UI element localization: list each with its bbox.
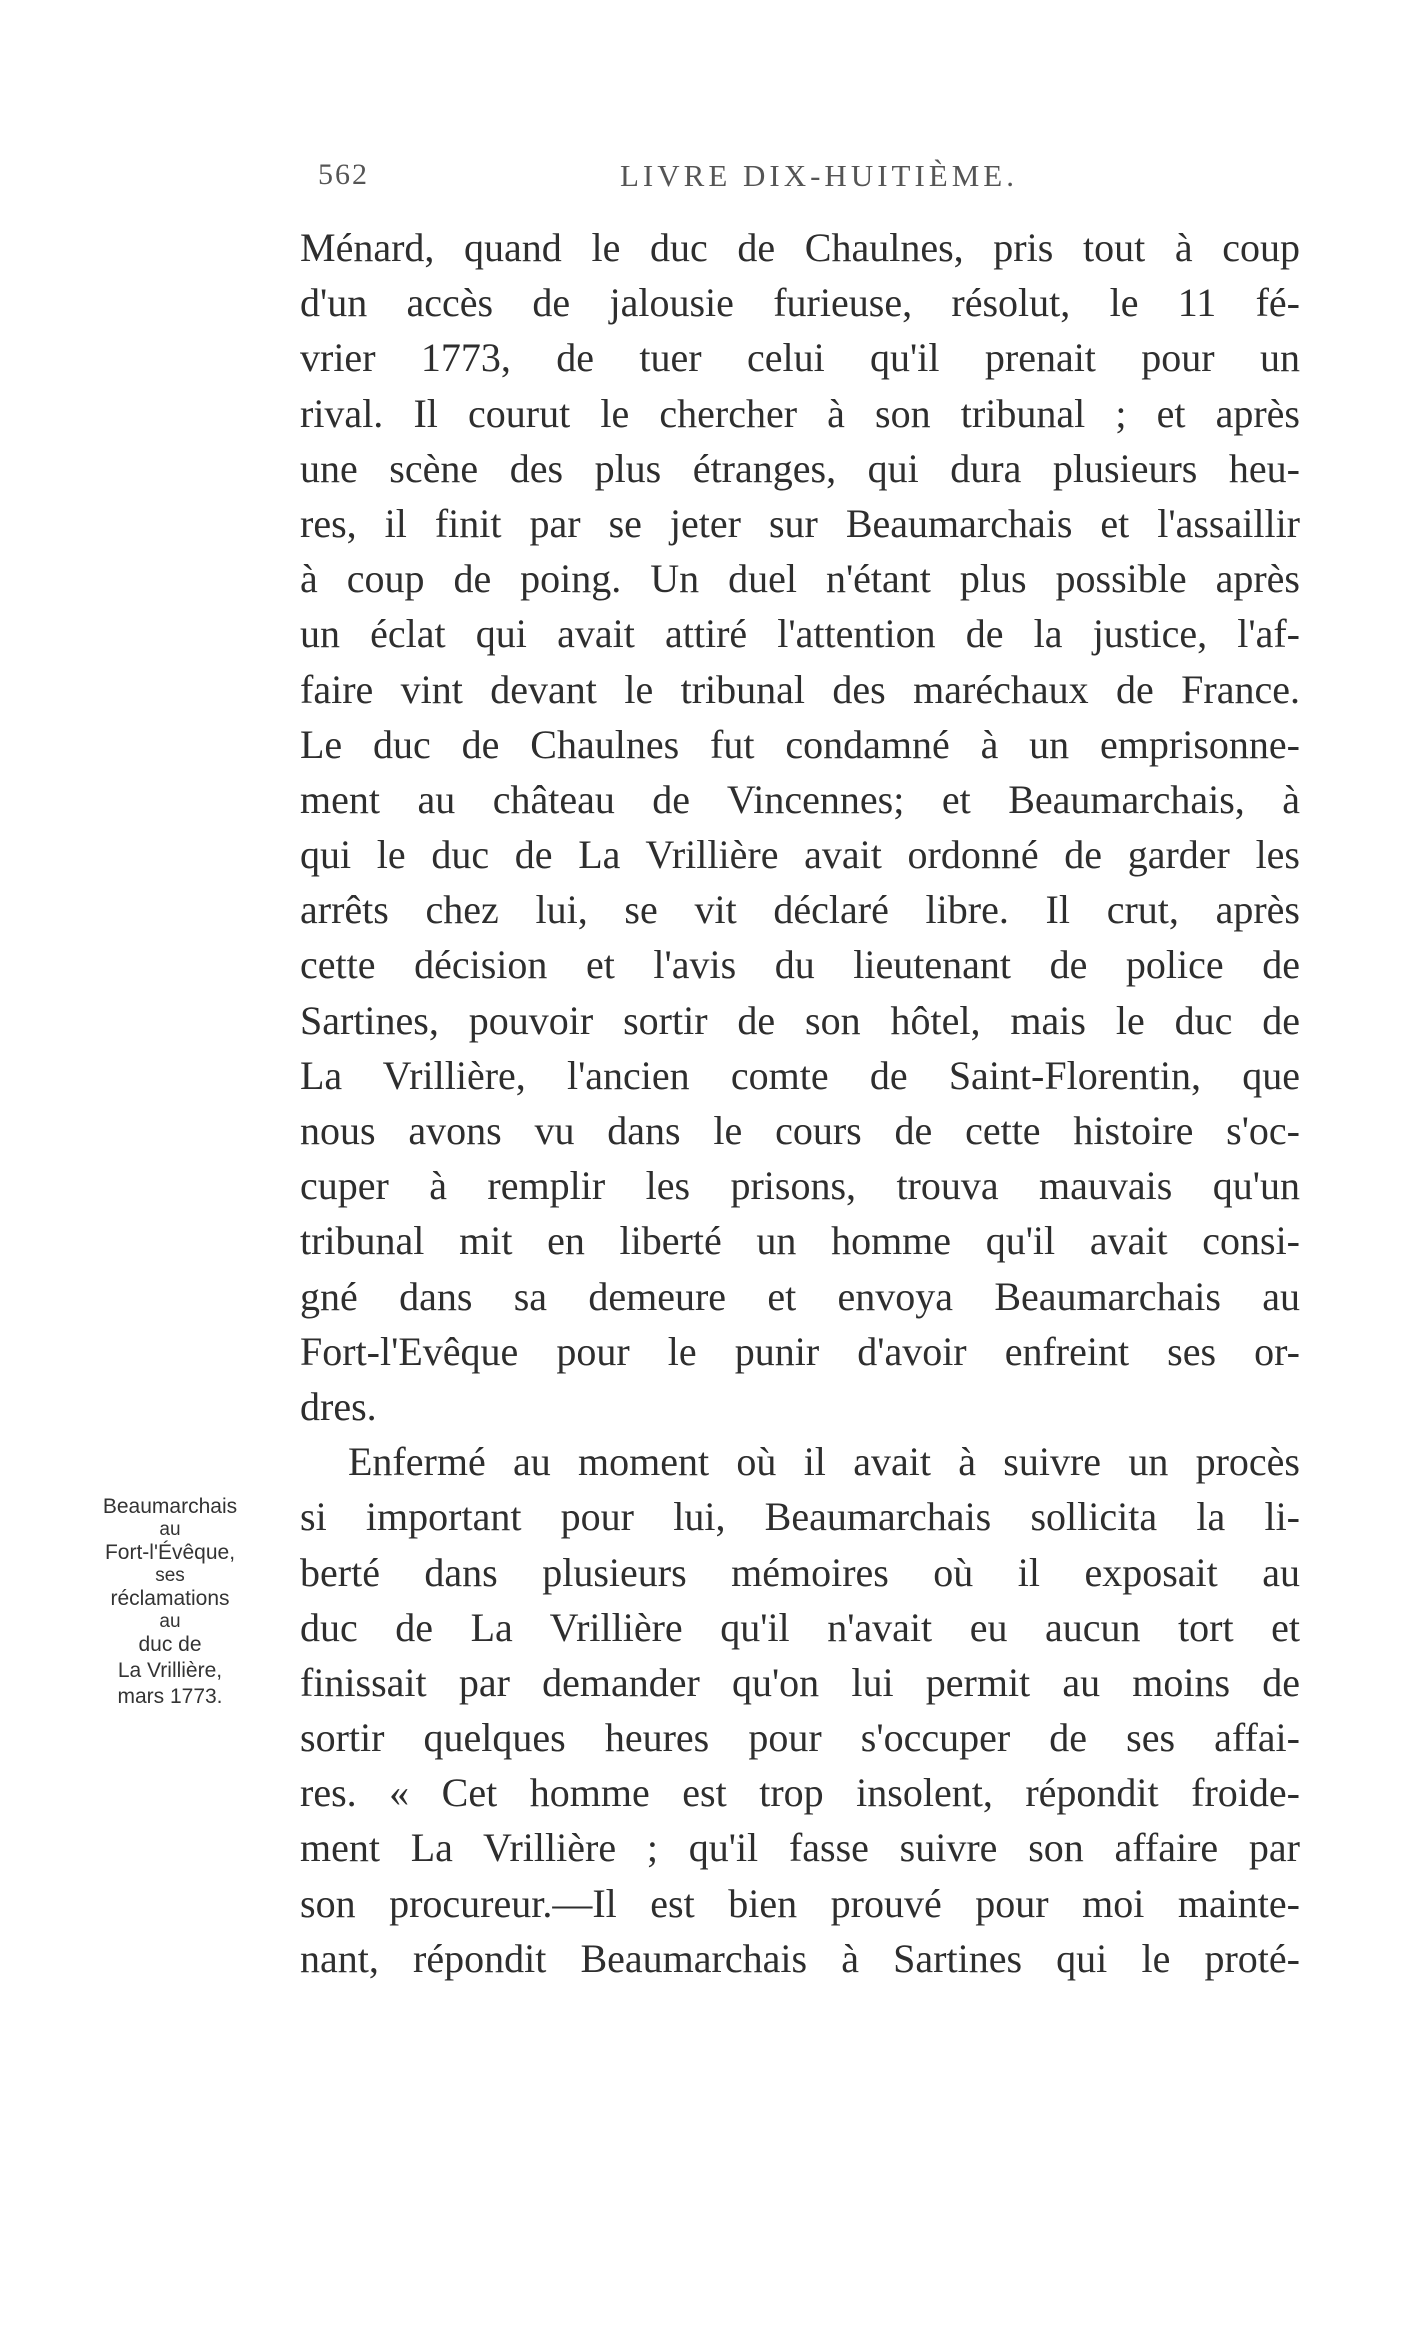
text-line: Fort-l'Evêque pour le punir d'avoir enfreint ses or- — [300, 1328, 1300, 1374]
text-line: à coup de poing. Un duel n'étant plus possible après — [300, 556, 1300, 602]
text-line: Le duc de Chaulnes fut condamné à un emprisonne- — [300, 721, 1300, 767]
text-line: faire vint devant le tribunal des maréchaux de France. — [300, 666, 1300, 712]
text-line: res. « Cet homme est trop insolent, répondit froide- — [300, 1770, 1300, 1816]
margin-note-line: La Vrillière, — [117, 1659, 223, 1682]
text-line: tribunal mit en liberté un homme qu'il avait consi- — [300, 1218, 1300, 1264]
text-line: nant, répondit Beaumarchais à Sartines qui le proté- — [300, 1935, 1300, 1981]
text-line: gné dans sa demeure et envoya Beaumarchais au — [300, 1273, 1300, 1319]
running-title: LIVRE DIX-HUITIÈME. — [620, 158, 1018, 193]
text-line: un éclat qui avait attiré l'attention de la justice, l'af- — [300, 611, 1300, 657]
margin-note-line: au — [159, 1519, 181, 1540]
margin-note — [60, 1494, 280, 1710]
margin-note-line: duc de — [138, 1633, 202, 1656]
margin-note-line: Beaumarchais — [102, 1495, 238, 1518]
running-head — [0, 158, 1413, 198]
text-line: sortir quelques heures pour s'occuper de ses affai- — [300, 1715, 1300, 1761]
text-line: cette décision et l'avis du lieutenant de police de — [300, 942, 1300, 988]
margin-note-line: réclamations — [110, 1587, 230, 1610]
text-line: arrêts chez lui, se vit déclaré libre. Il crut, après — [300, 887, 1300, 933]
margin-note-line: mars 1773. — [117, 1685, 223, 1708]
text-line: finissait par demander qu'on lui permit au moins de — [300, 1659, 1300, 1705]
margin-note-line: Fort-l'Évêque, — [104, 1541, 236, 1564]
text-line: Sartines, pouvoir sortir de son hôtel, mais le duc de — [300, 997, 1300, 1043]
text-line: res, il finit par se jeter sur Beaumarchais et l'assaillir — [300, 500, 1300, 546]
text-line: vrier 1773, de tuer celui qu'il prenait pour un — [300, 335, 1300, 381]
text-line: rival. Il courut le chercher à son tribunal ; et après — [300, 390, 1300, 436]
text-line: si important pour lui, Beaumarchais sollicita la li- — [300, 1494, 1300, 1540]
text-line: d'un accès de jalousie furieuse, résolut, le 11 fé- — [300, 280, 1300, 326]
text-line: berté dans plusieurs mémoires où il exposait au — [300, 1549, 1300, 1595]
text-line: ment au château de Vincennes; et Beaumarchais, à — [300, 776, 1300, 822]
text-line: qui le duc de La Vrillière avait ordonné de garder les — [300, 832, 1300, 878]
text-line-paragraph-start: Enfermé au moment où il avait à suivre un procès — [348, 1439, 1300, 1485]
page-number: 562 — [318, 158, 369, 191]
text-line: Ménard, quand le duc de Chaulnes, pris tout à coup — [300, 225, 1300, 270]
text-line: une scène des plus étranges, qui dura plusieurs heu- — [300, 445, 1300, 491]
text-line: La Vrillière, l'ancien comte de Saint-Florentin, que — [300, 1052, 1300, 1098]
margin-note-line: au — [159, 1611, 181, 1632]
text-line: son procureur.—Il est bien prouvé pour moi mainte- — [300, 1880, 1300, 1926]
text-line: nous avons vu dans le cours de cette histoire s'oc- — [300, 1108, 1300, 1153]
text-line: cuper à remplir les prisons, trouva mauvais qu'un — [300, 1163, 1300, 1209]
body-text — [300, 220, 1300, 1986]
text-line: ment La Vrillière ; qu'il fasse suivre son affaire par — [300, 1825, 1300, 1871]
margin-note-line: ses — [155, 1565, 185, 1586]
text-line-paragraph-end: dres. — [300, 1383, 377, 1429]
text-line: duc de La Vrillière qu'il n'avait eu aucun tort et — [300, 1604, 1300, 1650]
